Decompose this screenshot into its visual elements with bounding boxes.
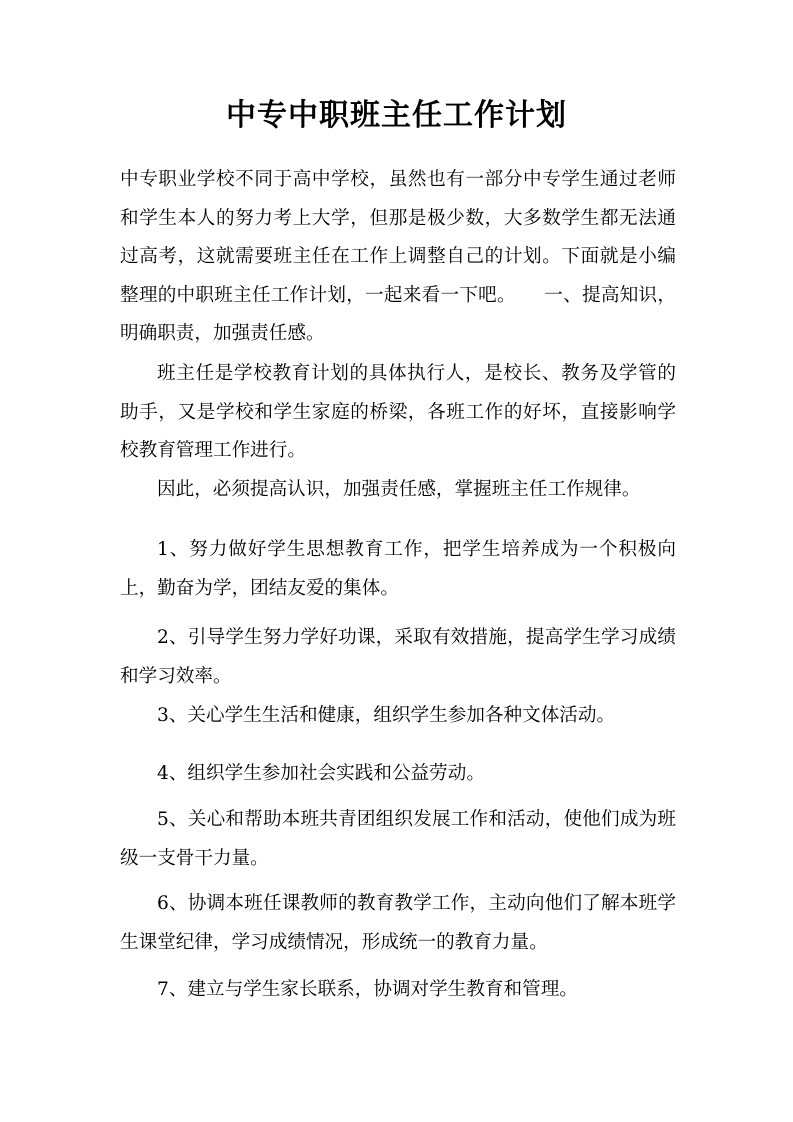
paragraph-item-4: 4、组织学生参加社会实践和公益劳动。 <box>157 763 485 784</box>
paragraph-role: 班主任是学校教育计划的具体执行人，是校长、教务及学管的助手，又是学校和学生家庭的桥梁，各班工作的好坏，直接影响学校教育管理工作进行。 <box>120 363 676 461</box>
paragraph-summary: 因此，必须提高认识，加强责任感，掌握班主任工作规律。 <box>157 479 641 500</box>
paragraph-item-7: 7、建立与学生家长联系，协调对学生教育和管理。 <box>157 979 578 1000</box>
paragraph-item-1: 1、努力做好学生思想教育工作，把学生培养成为一个积极向上，勤奋为学，团结友爱的集体。 <box>120 539 676 599</box>
paragraph-item-5: 5、关心和帮助本班共青团组织发展工作和活动，使他们成为班级一支骨干力量。 <box>120 809 676 869</box>
document-title: 中专中职班主任工作计划 <box>226 98 567 133</box>
paragraph-intro: 中专职业学校不同于高中学校，虽然也有一部分中专学生通过老师和学生本人的努力考上大学，但那是极少数，大多数学生都无法通过高考，这就需要班主任在工作上调整自己的计划。下面就是小编整理的中职班主任工作计划，一起来看一下吧。 一、提高知识，明确职责，加强责任感。 <box>120 169 676 344</box>
paragraph-item-2: 2、引导学生努力学好功课，采取有效措施，提高学生学习成绩和学习效率。 <box>120 627 676 687</box>
paragraph-item-6: 6、协调本班任课教师的教育教学工作，主动向他们了解本班学生课堂纪律，学习成绩情况，形成统一的教育力量。 <box>120 893 676 953</box>
paragraph-item-3: 3、关心学生生活和健康，组织学生参加各种文体活动。 <box>157 705 616 726</box>
